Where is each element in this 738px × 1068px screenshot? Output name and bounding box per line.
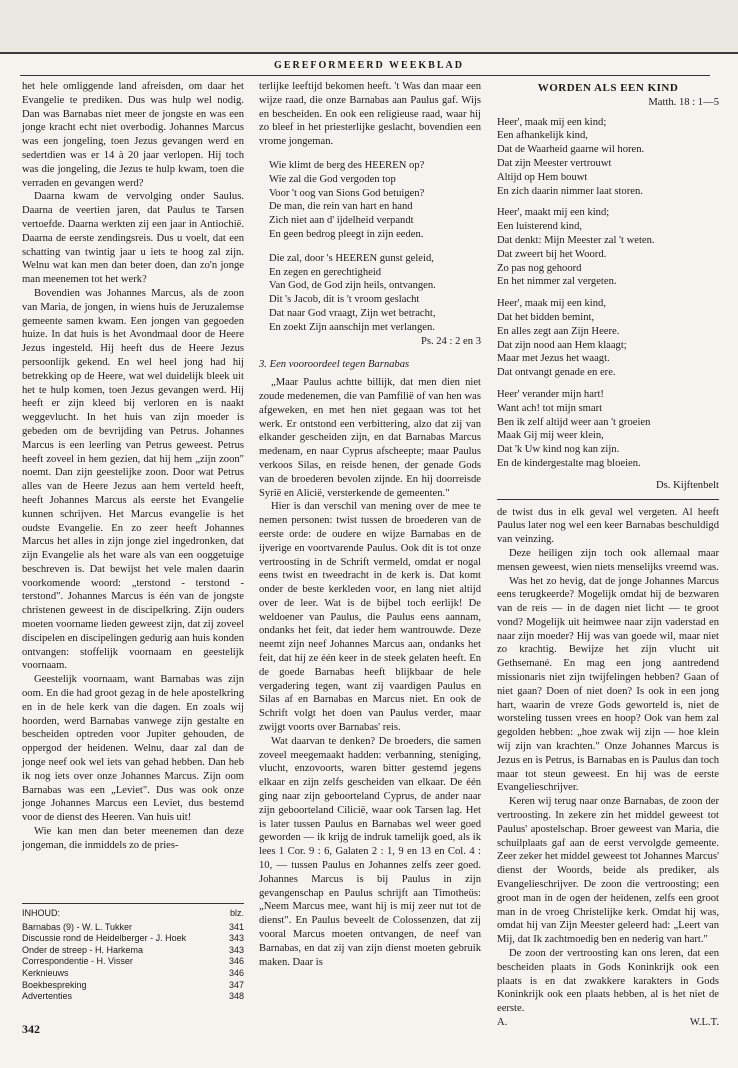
verse-line: Dat denkt: Mijn Meester zal 't weten. [497,234,655,246]
verse-line: Heer', maak mij een kind, [497,298,606,310]
column-3 [497,80,719,1030]
table-of-contents [22,903,244,1003]
paragraph: terlijke leeftijd bekomen heeft. 't Was dan maar een wijze raad, die onze Barnabas aan Paulus gaf. Wijs en bescheiden. En ook een religieuse raad, waar hij zo bleef in het priesterlijke geslacht, bovendien een vrome jongeman. [259,81,481,148]
verse-line: Dat de Waarheid gaarne wil horen. [497,144,645,156]
verse-line: Maar met Jezus het waagt. [497,353,610,365]
verse-line: Heer' verander mijn hart! [497,388,604,400]
header-rule [20,75,710,76]
toc-item-page: 347 [228,979,244,990]
toc-item-page: 348 [228,991,244,1002]
verse-line: Dat naar God vraagt, Zijn wet betracht, [269,307,436,319]
verse-line: En zegen en gerechtigheid [269,266,382,278]
verse-line: Heer', maak mij een kind; [497,116,607,128]
verse-line: Dat zijn Meester vertrouwt [497,157,612,169]
paragraph: Wat daarvan te denken? De broeders, die samen zoveel meegemaakt hadden: verbanning, steniging, vlucht, enzovoorts, waren bitter gestemd jegens elkaar en zijn zelfs gescheiden van elkaar. De één ging naar zijn geboorteland Cyprus, de ander naar zijn geboorteland Cilicië, waar ook Tarsen lag. Het is later tussen Paulus en Barnabas wel weer goed geworden — ik krijg de indruk tamelijk goed, als ik lees 1 Cor. 9 : 6, Galaten 2 : 1, 9 en 13 en Col. 4 : 10, — tussen Paulus en Johannes zelfs zeer goed. Johannes Marcus is bij Paulus in zijn gevangenschap en Paulus schrijft aan Timotheüs: „Neem Marcus mee, want hij is mij zeer nut tot de dienst". En Paulus beveelt de Colossenzen, dat zij vooral Marcus moeten ontvangen, de neef van Barnabas, en dat zij van zijn dienst moeten gebruik maken. Daar is [259,735,481,968]
verse-line: Dat zweert bij het Woord. [497,248,607,260]
verse-line: Van God, de God zijn heils, ontvangen. [269,280,436,292]
verse-line: En de kindergestalte mag bloeien. [497,457,641,469]
toc-item [22,933,244,945]
psalm-reference: Ps. 24 : 2 en 3 [420,335,481,347]
verse-line: Dat 'k Uw kind nog kan zijn. [497,444,620,456]
toc-item-title: Onder de streep - H. Harkema [22,944,144,955]
toc-item-page: 343 [228,944,244,955]
verse-line: Wie klimt de berg des HEEREN op? [269,159,425,171]
column-2 [259,80,481,969]
poem-divider [497,499,719,500]
verse-line: Dit 's Jacob, dit is 't vroom geslacht [269,294,420,306]
toc-item [22,956,244,968]
column-1 [22,80,244,853]
signature-right: W.L.T. [689,1017,719,1028]
toc-item-title: Boekbespreking [22,979,87,990]
verse-line: Die zal, door 's HEEREN gunst geleid, [269,252,434,264]
paragraph: „Maar Paulus achtte billijk, dat men dien niet zoude medenemen, die van Pamfilië of van hen was afgeweken, en met hen niet gegaan was tot het werk. Er ontstond een verbittering, alzo dat zij van elkander gescheiden zijn, en dat Barnabas Marcus medenam, en naar Cyprus afscheepte; maar Paulus verkoos Silas, en reisde henen, der genade Gods van de broederen bevolen zijnde. En hij doorreisde Syrië en Alicië, versterkende de gemeenten." [259,377,481,499]
verse-line: Heer', maakt mij een kind; [497,207,610,219]
verse-line: En zich daarin nimmer laat storen. [497,185,643,197]
verse-line: Want ach! tot mijn smart [497,402,603,414]
paragraph: Keren wij terug naar onze Barnabas, de zoon der vertroosting. In zekere zin het middel geweest tot Paulus' apostelschap. Broer geweest van Maria, die schuilplaats gaf aan de eerst vervolgde gemeente. Zeer zeker het middel geweest tot Johannes Marcus' dienst der Woords, beide als prediker, als Evangelieschrijver. De zoon die vertroosting; een groot man in de ogen der heidenen, zelfs een groot man in de vroeg Christelijke kerk. Omdat hij was, omdat hij van Zijn Meester geleerd had: „Leert van Mij, dat Ik zachtmoedig ben en nederig van hart." [497,796,719,946]
paragraph: het hele omliggende land afreisden, om daar het Evangelie te prediken. Dus was hulp wel nodig. Dan was Barnabas niet meer de jongste en was een jonge kracht echt niet overbodig. Johannes Marcus was een jongeling, toen Jezus gevangen werd en sedertdien was er 14 à 20 jaar verlopen. Hij toch was die jongeling, die Jezus te hulp kwam, toen die verraden en gevangen werd? [22,81,244,189]
paragraph: Was het zo hevig, dat de jonge Johannes Marcus eens terugkeerde? Mogelijk omdat hij de bezwaren van de reis — in de dagen niet licht — te groot vond? Mogelijk uit heimwee naar zijn vaderstad en naar zijn moeder? Hij was van goede wil, maar niet zo krachtig. Bewijze het zijn vlucht uit Gethsemané. En mag een jong aantredend missionaris niet zijn twijfelingen hebben? Gaan of niet gaan? Doen of niet doen? Is ook in een jong hart, waarin de vreze Gods geworteld is, niet de worsteling tussen vrees en hoop? Ook van hem zal gegolden hebben: „hoe zwak wij zijn — hoe klein wij zijn van krachten." Onze Johannes Marcus is Jezus en is Petrus, is Barnabas en is Paulus dan toch maar tot steun geweest. En hij was de eerste Evangelieschrijver. [497,575,719,794]
verse-line: En zoekt Zijn aanschijn met verlangen. [269,321,435,333]
psalm-stanza [269,159,481,242]
poem-author: Ds. Kijftenbelt [656,479,719,491]
poem-stanza [497,206,719,289]
verse-line: Ben ik zelf altijd weer aan 't groeien [497,416,651,428]
toc-item-title: Barnabas (9) - W. L. Tukker [22,921,133,932]
toc-item [22,980,244,992]
paragraph: Wie kan men dan beter meenemen dan deze jongeman, die inmiddels zo de pries- [22,826,244,851]
verse-line: En alles zegt aan Zijn Heere. [497,325,620,337]
scan-top-band [0,0,738,54]
psalm-stanza [269,252,481,335]
verse-line: Wie zal die God vergoden top [269,173,396,185]
paragraph: de twist dus in elk geval wel vergeten. Al heeft Paulus later nog wel een keer Barnabas beschuldigd van veinzing. [497,506,719,546]
poem-stanza [497,297,719,380]
paragraph: Deze heiligen zijn toch ook allemaal maar mensen geweest, wien niets menselijks vreemd was. [497,547,719,573]
toc-page-label: blz. [229,908,244,918]
toc-rule [22,903,244,904]
verse-line: Zich niet aan d' ijdelheid verpandt [269,215,414,227]
verse-line: Een afhankelijk kind, [497,130,588,142]
toc-item-page: 346 [228,956,244,967]
verse-line: De man, die rein van hart en hand [269,201,413,213]
toc-item-title: Correspondentie - H. Visser [22,956,133,967]
toc-item-page: 346 [228,967,244,978]
toc-item [22,968,244,980]
verse-line: Dat zijn nood aan Hem klaagt; [497,339,627,351]
paragraph: Bovendien was Johannes Marcus, als de zoon van Maria, de jongen, in wiens huis de Jeruzalemse gemeente samen kwam. Een jongen van gegoeden huize. In dat huis is het Avondmaal door de Heere Jezus ingesteld. Hij heeft dus de Heere Jezus persoonlijk gekend. En wel heel jong had hij betrekking op de Heere, wat wel duidelijk bleek uit het te hulp komen, toen Jezus gevangen werd. Hij heeft er zijn kleed bij verloren en is naakt weggevlucht. In het huis van zijn moeder is gebeden om de bevrijding van Petrus. Johannes Marcus is een leerling van Petrus geweest. Petrus heeft zoveel in hem gezien, dat hij hem „zijn zoon" noemt. Dan zijn geestelijke zoon. Door wat Petrus alles van de Heere Jezus aan hem verteld heeft, heeft Johannes Marcus als eerste het Evangelie kunnen schrijven. Het Marcus evangelie is het oudste Evangelie. En zo zeer heeft Johannes Marcus het alles in zijn jonge ziel ingedronken, dat zijn Evangelie als het ware als van een ooggetuige beschreven is. Dat bewijst het vele malen daarin voorkomende woord: „terstond - terstond - terstond". Johannes Marcus is één van de jongste christenen geweest in de discipelkring. Zijn ouders moeten voorname lieden geweest zijn, dat zij zoveel discipelen en discipelingen gedurig aan huis konden ontvangen: stoffelijk voornaam en geestelijk voornaam. [22,287,244,672]
verse-line: Dat ontvangt genade en ere. [497,367,616,379]
verse-line: Zo pas nog gehoord [497,262,582,274]
toc-item [22,991,244,1003]
page-number: 342 [22,1022,40,1036]
toc-item [22,922,244,934]
signature-line [497,1016,719,1030]
toc-item [22,945,244,957]
running-header: GEREFORMEERD WEEKBLAD [274,60,464,71]
toc-item-title: Kerknieuws [22,967,69,978]
verse-line: Dat het bidden bemint, [497,311,595,323]
paragraph: Geestelijk voornaam, want Barnabas was zijn oom. En die had groot gezag in de hele apostelkring en in de hele kerk van die dagen. En zoals wij hoorden, werd Barnabas vanwege zijn gestalte en bescheiden optreden voor Jupiter gehouden, de oppergod der heidenen. Welnu, daar zal dan de jonge neef ook wel iets van gehad hebben. Dan heb ik nog iets over onze Johannes Marcus. Zijn oom Barnabas was een „Leviet". Dus was ook onze jonge Johannes Marcus een Leviet, dus bestemd voor de dienst des Heeren. Van huis uit! [22,674,244,824]
verse-line: Een luisterend kind, [497,221,583,233]
verse-line: En geen bedrog pleegt in zijn eeden. [269,228,424,240]
toc-item-page: 341 [228,921,244,932]
toc-item-page: 343 [228,933,244,944]
toc-item-title: Discussie rond de Heidelberger - J. Hoek [22,933,187,944]
paragraph: De zoon der vertroosting kan ons leren, dat een bescheiden plaats in Gods Koninkrijk ook een plaats is en dat zwakkere karakters in Gods Koninkrijk ook een plaats hebben, al is het niet de eerste. [497,948,719,1015]
poem-stanza [497,388,719,471]
section-title: 3. Een vooroordeel tegen Barnabas [259,359,410,371]
poem-stanza [497,116,719,199]
poem-title: WORDEN ALS EEN KIND [537,82,679,94]
verse-line: Altijd op Hem bouwt [497,171,588,183]
verse-line: Voor 't oog van Sions God betuigen? [269,187,425,199]
poem-reference: Matth. 18 : 1—5 [648,96,719,108]
signature-left: A. [497,1017,508,1028]
paragraph: Daarna kwam de vervolging onder Saulus. Daarna de veertien jaren, dat Paulus te Tarsen vertoefde. Daarna werkten zij een jaar in Antiochië. Daarna de eerste zendingsreis. Dus u voelt, dat een schatting van twintig jaar u iets te hoog zal zijn. Welnu wat kan men dan beter doen, dan zo'n jonge man meenemen tot het werk? [22,191,244,286]
toc-title: INHOUD: [22,908,60,918]
paragraph: Hier is dan verschil van mening over de mee te nemen personen: twist tussen de broederen van de eerste orde: de oudere en wijze Barnabas en de ijverige en voortvarende Paulus. Ook dit is tot onze vertroosting in de Schrift vermeld, omdat er nogal eens twist en tweedracht in de kerk is. Dat komt onder de beste kerkleden voor, en lang niet altijd over de leer. Wat is de bijbel toch eerlijk! De weldoener van Paulus, die Paulus eens aannam, ondanks het feit, dat ieder hem wantrouwde. Deze neemt zijn neef Johannes Marcus aan, ondanks het feit, dat hij ze één keer in de steek gelaten heeft. En de goede Barnabas heeft blijkbaar de hele vergadering tegen, want zij vaardigen Paulus en Silas af en Barnabas en Marcus niet. En ook de Schrift volgt het doen van Paulus verder, maar zwijgt voorts over Barnabas' reis. [259,501,481,734]
verse-line: En het nimmer zal vergeten. [497,276,617,288]
toc-item-title: Advertenties [22,991,73,1002]
verse-line: Maak Gij mij weer klein, [497,430,604,442]
